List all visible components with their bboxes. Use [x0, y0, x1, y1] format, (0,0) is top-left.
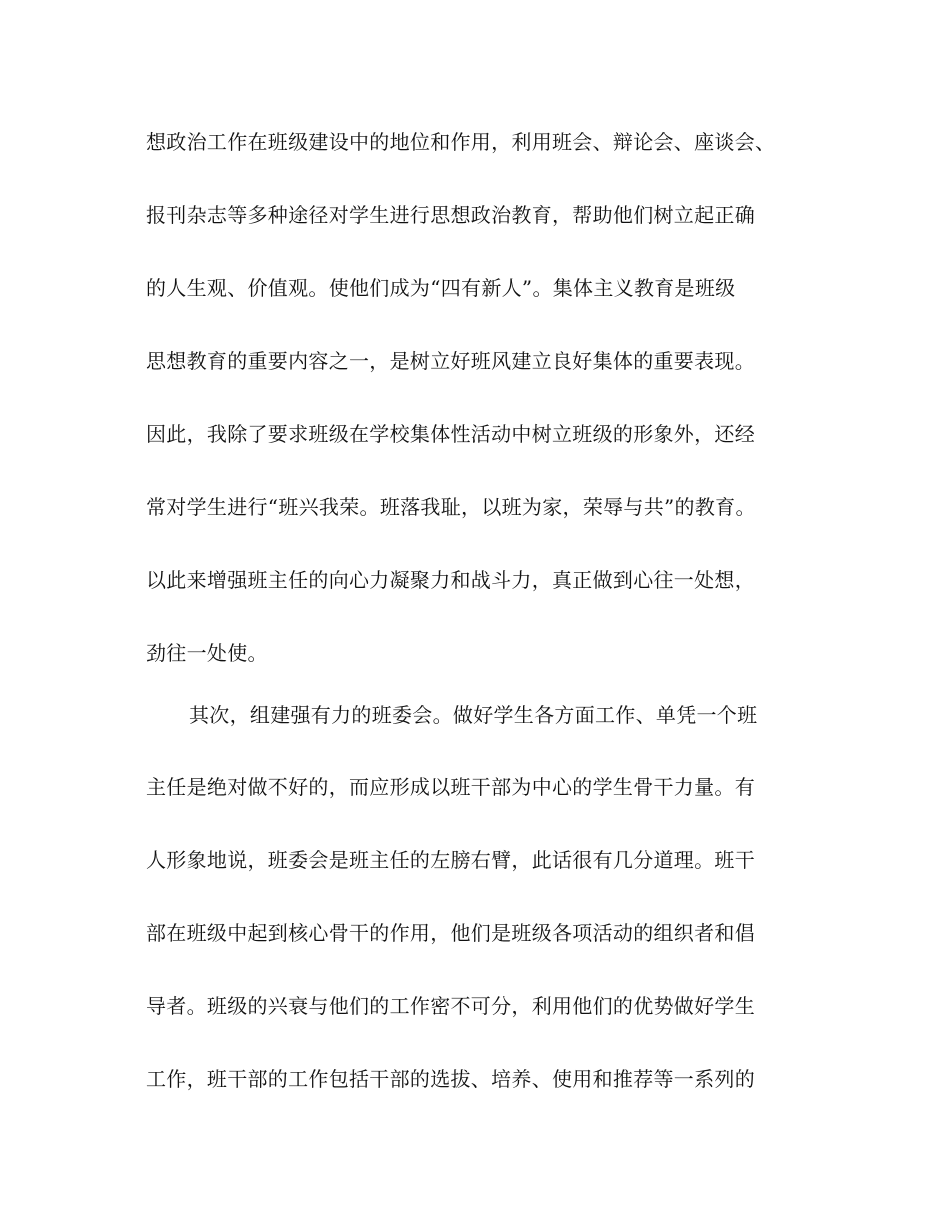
paragraph-line: 报刊杂志等多种途径对学生进行思想政治教育，帮助他们树立起正确 — [146, 203, 755, 227]
paragraph-line: 导者。班级的兴衰与他们的工作密不可分，利用他们的优势做好学生 — [146, 994, 755, 1018]
paragraph-line: 部在班级中起到核心骨干的作用，他们是班级各项活动的组织者和倡 — [146, 921, 755, 945]
paragraph-line: 人形象地说，班委会是班主任的左膀右臂，此话很有几分道理。班干 — [146, 848, 755, 872]
paragraph-line: 思想教育的重要内容之一，是树立好班风建立良好集体的重要表现。 — [146, 349, 755, 373]
paragraph-line: 劲往一处使。 — [146, 641, 268, 665]
paragraph-line: 想政治工作在班级建设中的地位和作用，利用班会、辩论会、座谈会、 — [146, 130, 776, 154]
paragraph-line: 常对学生进行“班兴我荣。班落我耻，以班为家，荣辱与共”的教育。 — [146, 495, 756, 519]
paragraph-line: 以此来增强班主任的向心力凝聚力和战斗力，真正做到心往一处想， — [146, 568, 755, 592]
paragraph-line: 的人生观、价值观。使他们成为“四有新人”。集体主义教育是班级 — [146, 276, 736, 300]
paragraph-line: 因此，我除了要求班级在学校集体性活动中树立班级的形象外，还经 — [146, 422, 755, 446]
paragraph-line: 工作，班干部的工作包括干部的选拔、培养、使用和推荐等一系列的 — [146, 1067, 755, 1091]
paragraph-first-line: 其次，组建强有力的班委会。做好学生各方面工作、单凭一个班 — [189, 703, 758, 727]
paragraph-line: 主任是绝对做不好的，而应形成以班干部为中心的学生骨干力量。有 — [146, 775, 755, 799]
